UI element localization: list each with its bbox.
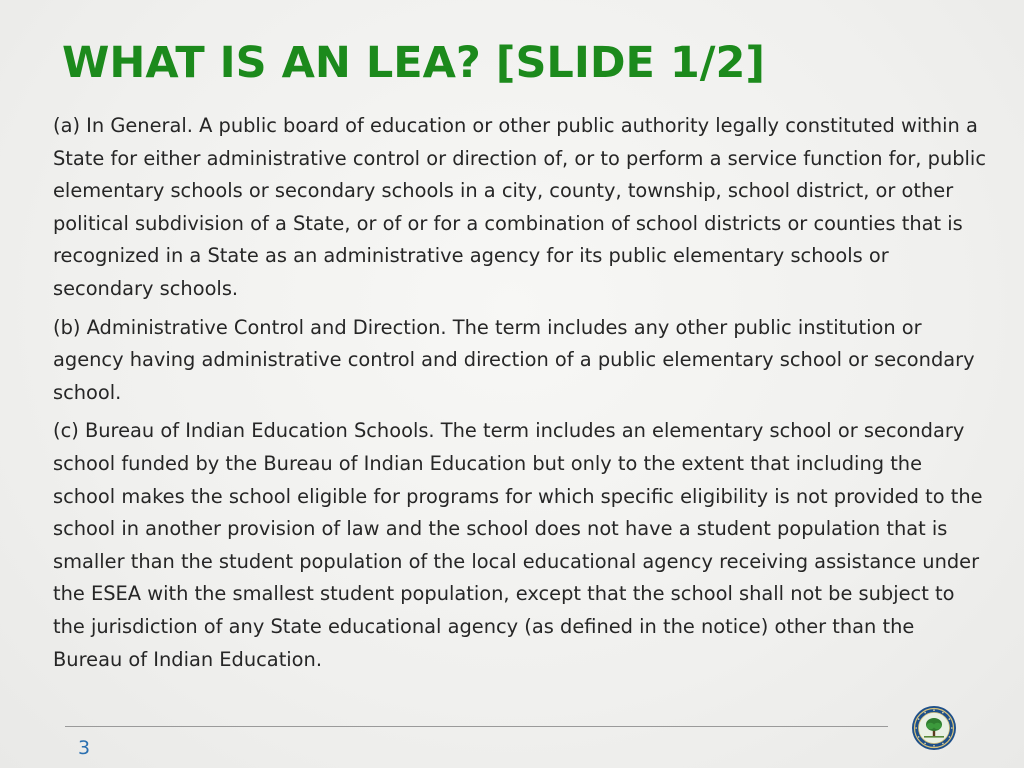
department-of-education-seal-icon [911, 705, 957, 751]
page-number: 3 [78, 737, 91, 759]
paragraph-a: (a) In General. A public board of education or other public authority legally constituted within a State for either administrative control or direction of, or to perform a service function for, public elementary schools or secondary schools in a city, county, township, school district, or other political subdivision of a State, or of or for a combination of school districts or counties that is recognized in a State as an administrative agency for its public elementary schools or secondary schools. [53, 114, 986, 300]
slide-body [53, 110, 988, 682]
paragraph-c: (c) Bureau of Indian Education Schools. The term includes an elementary school or secondary school funded by the Bureau of Indian Education but only to the extent that including the school makes the school eligible for programs for which specific eligibility is not provided to the school in another provision of law and the school does not have a student population that is smaller than the student population of the local educational agency receiving assistance under the ESEA with the smallest student population, except that the school shall not be subject to the jurisdiction of any State educational agency (as defined in the notice) other than the Bureau of Indian Education. [53, 419, 983, 671]
footer-divider [65, 726, 888, 727]
slide-title: WHAT IS AN LEA? [SLIDE 1/2] [62, 38, 766, 88]
paragraph-b: (b) Administrative Control and Direction. The term includes any other public institution or agency having administrative control and direction of a public elementary school or secondary school. [53, 315, 975, 404]
